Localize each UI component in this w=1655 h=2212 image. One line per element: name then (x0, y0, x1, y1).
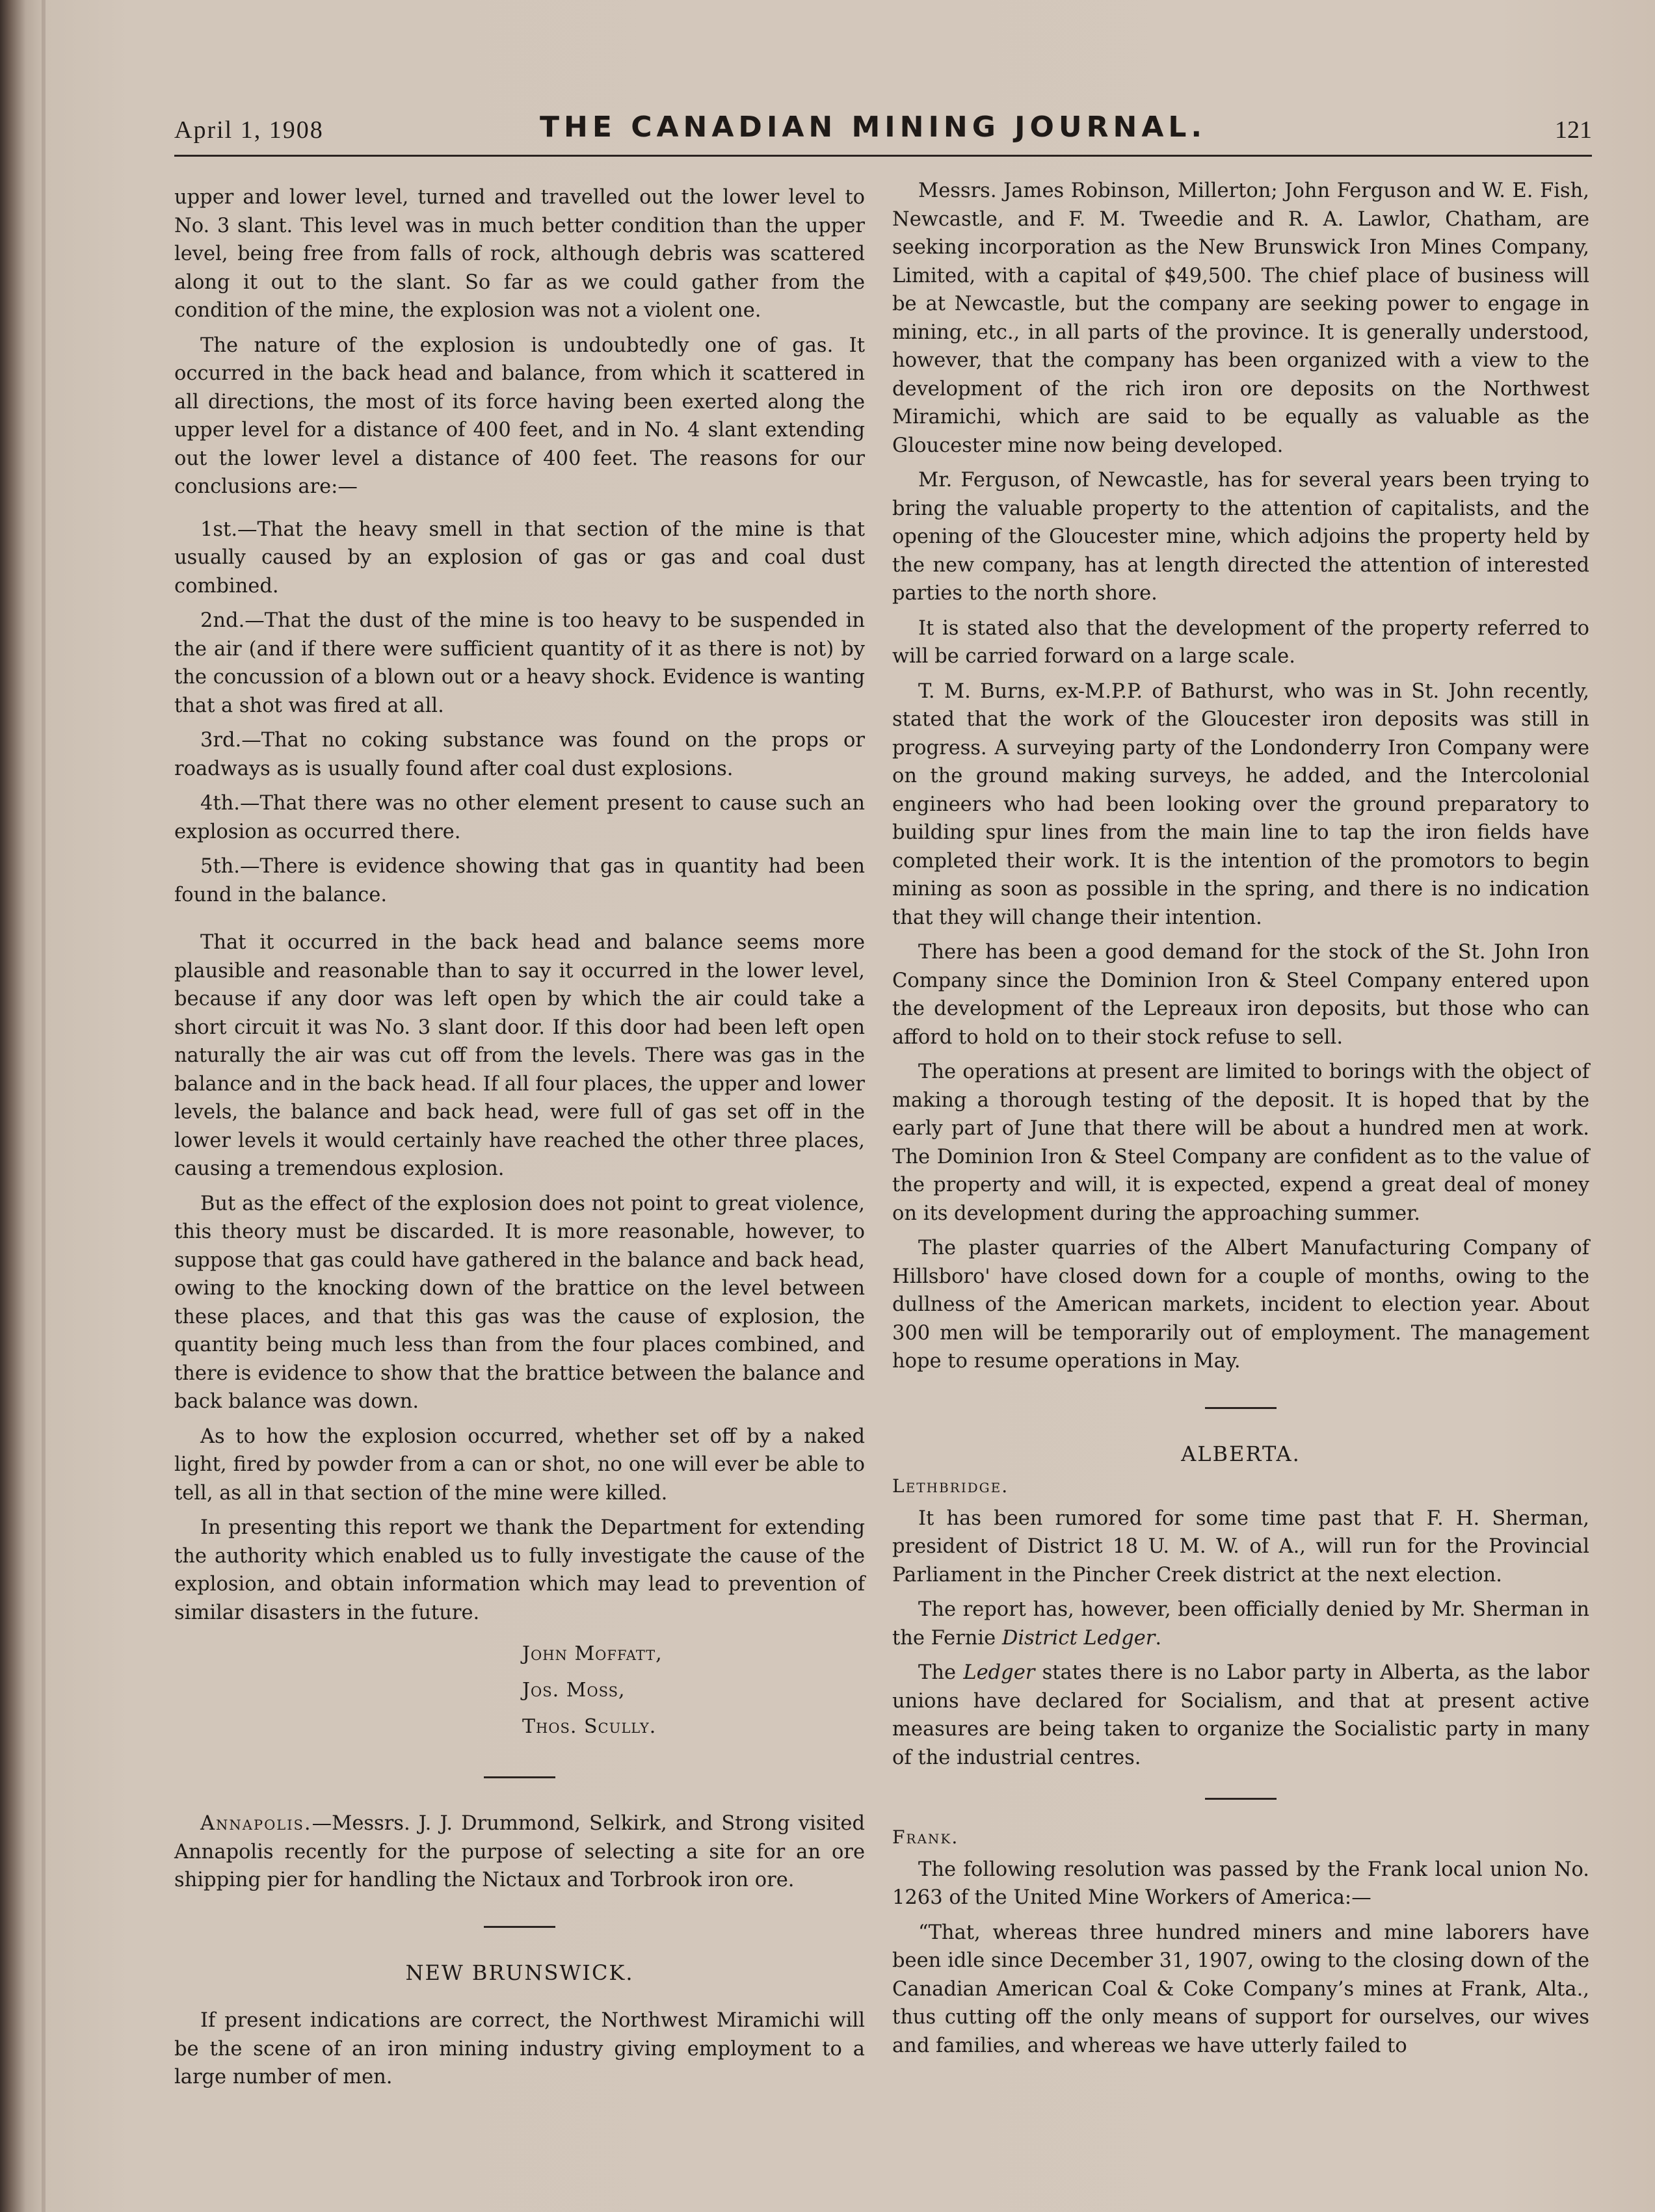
annapolis-text: —Messrs. J. J. Drummond, Selkirk, and Strong visited Annapolis recently for the purpose of selecting a site for an ore shipping pier for handling the Nictaux and Torbrook iron ore. (174, 1812, 865, 1891)
running-header (174, 111, 1592, 150)
paragraph: “That, whereas three hundred miners and mine laborers have been idle since December 31, 1907, owing to the closing down of the Canadian American Coal & Coke Company’s mines at Frank, Alta., thus cutting off the only means of support for ourselves, our wives and families, and whereas we have utterly failed to (892, 1921, 1589, 2057)
publication-name: Ledger (963, 1661, 1035, 1684)
header-date: April 1, 1908 (174, 116, 324, 144)
text-run: The (918, 1661, 964, 1684)
paragraph: There has been a good demand for the stock of the St. John Iron Company since the Dominion Iron & Steel Company entered upon the development of the Lepreaux iron deposits, but those who can afford to hold on to their stock refuse to sell. (892, 941, 1589, 1049)
alberta-heading: ALBERTA. (1181, 1441, 1301, 1466)
paragraph: But as the effect of the explosion does not point to great violence, this theory must be discarded. It is more reasonable, however, to suppose that gas could have gathered in the balance and back head, owing to the knocking down of the brattice on the level between these places, and that this gas was the cause of explosion, the quantity being much less than from the four places combined, and there is evidence to show that the brattice between the balance and back balance was down. (174, 1192, 865, 1413)
paragraph: As to how the explosion occurred, whether set off by a naked light, fired by powder from a can or shot, no one will ever be able to tell, as all in that section of the mine were killed. (174, 1425, 865, 1505)
signature-name: Jos. Moss, (522, 1679, 626, 1702)
section-divider (1205, 1407, 1277, 1409)
right-column (892, 177, 1589, 2066)
text-run: states there is no Labor party in Alberta, as the labor unions have declared for Socialism, and that at present active measures are being taken to organize the Socialistic party in many of the industrial centres. (892, 1661, 1590, 1769)
paragraph: T. M. Burns, ex-M.P.P. of Bathurst, who was in St. John recently, stated that the work of the Gloucester iron deposits was still in progress. A surveying party of the Londonderry Iron Company were on the ground making surveys, he added, and the Intercolonial engineers who had been looking over the ground preparatory to building spur lines from the main line to tap the iron fields have completed their work. It is the intention of the promotors to begin mining as soon as possible in the spring, and there is no indication that they will change their intention. (892, 679, 1589, 929)
section-divider (484, 1776, 555, 1778)
paragraph: The nature of the explosion is undoubtedly one of gas. It occurred in the back head and balance, from which it scattered in all directions, the most of its force having been exerted along the upper level for a distance of 400 feet, and in No. 4 slant extending out the lower level a distance of 400 feet. The reasons for our conclusions are:— (174, 334, 865, 498)
paragraph: Mr. Ferguson, of Newcastle, has for several years been trying to bring the valuable property to the attention of capitalists, and the opening of the Gloucester mine, which adjoins the property held by the new company, has at length directed the attention of interested parties to the north shore. (892, 469, 1589, 605)
paragraph: In presenting this report we thank the Department for extending the authority which enabled us to fully investigate the cause of the explosion, and obtain information which may lead to prevention of similar disasters in the future. (174, 1516, 865, 1624)
reason-item: 3rd.—That no coking substance was found on the props or roadways as is usually found after coal dust explosions. (174, 729, 865, 780)
annapolis-paragraph (174, 1810, 865, 1895)
paragraph: upper and lower level, turned and travelled out the lower level to No. 3 slant. This level was in much better condition than the upper level, being free from falls of rock, although debris was scattered along it out to the slant. So far as we could gather from the condition of the mine, the explosion was not a violent one. (174, 186, 865, 322)
paragraph: It is stated also that the development of the property referred to will be carried forward on a large scale. (892, 616, 1589, 668)
signature-block (522, 1636, 865, 1745)
paragraph (892, 1659, 1589, 1772)
page-number: 121 (1555, 116, 1592, 144)
text-run: The report has, however, been officially denied by Mr. Sherman in the Fernie (892, 1598, 1589, 1650)
signature-name: John Moffatt, (522, 1642, 663, 1665)
left-column (174, 183, 865, 2098)
annapolis-label: Annapolis. (200, 1812, 312, 1835)
paragraph: The operations at present are limited to borings with the object of making a thorough testing of the deposit. It is hoped that by the early part of June that there will be about a hundred men at work. The Dominion Iron & Steel Company are confident as to the value of the property and will, it is expected, expend a great deal of money on its development during the approaching summer. (892, 1060, 1589, 1225)
journal-title: THE CANADIAN MINING JOURNAL. (540, 111, 1207, 144)
paragraph: The following resolution was passed by the Frank local union No. 1263 of the United Mine Workers of America:— (892, 1858, 1589, 1909)
paragraph (892, 1596, 1589, 1652)
frank-subheading: Frank. (892, 1826, 959, 1848)
section-divider (1205, 1798, 1277, 1800)
text-run: . (1155, 1626, 1162, 1650)
reason-item: 4th.—That there was no other element present to cause such an explosion as occurred there. (174, 792, 865, 843)
signature-name: Thos. Scully. (522, 1715, 657, 1738)
paragraph: The plaster quarries of the Albert Manufacturing Company of Hillsboro' have closed down for a couple of months, owing to the dullness of the American markets, incident to election year. About 300 men will be temporarily out of employment. The management hope to resume operations in May. (892, 1237, 1589, 1373)
paragraph: It has been rumored for some time past that F. H. Sherman, president of District 18 U. M. W. of A., will run for the Provincial Parliament in the Pincher Creek district at the next election. (892, 1507, 1589, 1587)
reason-item: 2nd.—That the dust of the mine is too heavy to be suspended in the air (and if there were sufficient quantity of it as there is not) by the concussion of a blown out or a heavy shock. Evidence is wanting that a shot was fired at all. (174, 609, 865, 717)
publication-name: District Ledger (1001, 1626, 1156, 1650)
lethbridge-subheading: Lethbridge. (892, 1475, 1009, 1497)
section-divider (484, 1926, 555, 1928)
reason-item: 1st.—That the heavy smell in that section of the mine is that usually caused by an explosion of gas or gas and coal dust combined. (174, 518, 865, 598)
reason-item: 5th.—There is evidence showing that gas in quantity had been found in the balance. (174, 855, 865, 906)
binding-gutter (42, 0, 46, 2212)
new-brunswick-heading: NEW BRUNSWICK. (405, 1960, 634, 1985)
header-rule (174, 155, 1592, 157)
paragraph: That it occurred in the back head and balance seems more plausible and reasonable than to say it occurred in the lower level, because if any door was left open by which the air could take a short circuit it was No. 3 slant door. If this door had been left open naturally the air was cut off from the levels. There was gas in the balance and in the back head. If all four places, the upper and lower levels, the balance and back head, were full of gas set off in the lower levels it would certainly have reached the other three places, causing a tremendous explosion. (174, 931, 865, 1180)
paragraph: If present indications are correct, the Northwest Miramichi will be the scene of an iron mining industry giving employment to a large number of men. (174, 2009, 865, 2088)
paragraph: Messrs. James Robinson, Millerton; John Ferguson and W. E. Fish, Newcastle, and F. M. Tweedie and R. A. Lawlor, Chatham, are seeking incorporation as the New Brunswick Iron Mines Company, Limited, with a capital of $49,500. The chief place of business will be at Newcastle, but the company are seeking power to engage in mining, etc., in all parts of the province. It is generally understood, however, that the company has been organized with a view to the development of the rich iron ore deposits on the Northwest Miramichi, which are said to be equally as valuable as the Gloucester mine now being developed. (892, 179, 1589, 457)
